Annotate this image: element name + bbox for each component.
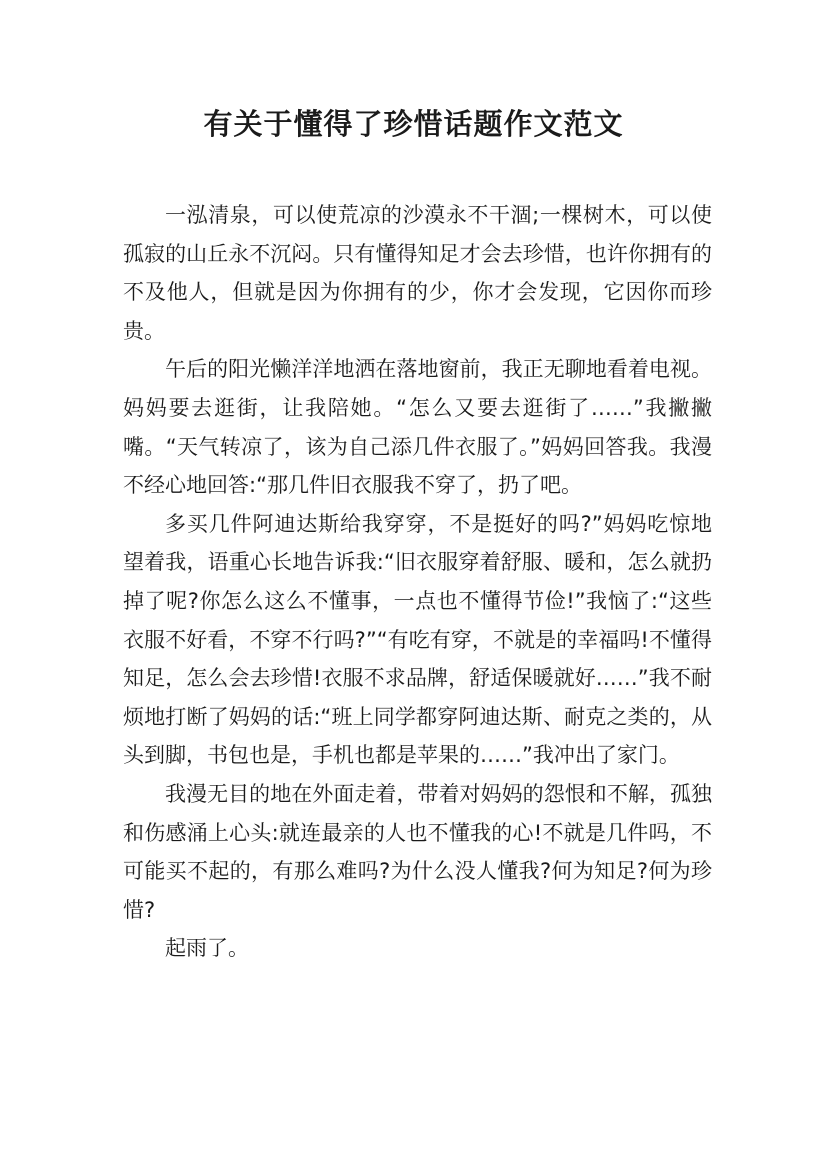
paragraph: 一泓清泉，可以使荒凉的沙漠永不干涸;一棵树木，可以使孤寂的山丘永不沉闷。只有懂得知足才会去珍惜，也许你拥有的不及他人，但就是因为你拥有的少，你才会发现，它因你而珍贵。 (123, 203, 712, 343)
paragraph: 多买几件阿迪达斯给我穿穿，不是挺好的吗?”妈妈吃惊地望着我，语重心长地告诉我:“旧衣服穿着舒服、暖和，怎么就扔掉了呢?你怎么这么不懂事，一点也不懂得节俭!”我恼了:“这些衣服不好看，不穿不行吗?”“有吃有穿，不就是的幸福吗!不懂得知足，怎么会去珍惜!衣服不求品牌，舒适保暖就好……”我不耐烦地打断了妈妈的话:“班上同学都穿阿迪达斯、耐克之类的，从头到脚，书包也是，手机也都是苹果的……”我冲出了家门。 (123, 511, 712, 768)
paragraph: 起雨了。 (165, 936, 249, 961)
document-body (123, 196, 712, 968)
document-title: 有关于懂得了珍惜话题作文范文 (203, 107, 624, 141)
paragraph: 我漫无目的地在外面走着，带着对妈妈的怨恨和不解，孤独和伤感涌上心头:就连最亲的人也不懂我的心!不就是几件吗，不可能买不起的，有那么难吗?为什么没人懂我?何为知足?何为珍惜? (123, 781, 712, 922)
paragraph: 午后的阳光懒洋洋地洒在落地窗前，我正无聊地看着电视。妈妈要去逛街，让我陪她。“怎么又要去逛街了……”我撇撇嘴。“天气转凉了，该为自己添几件衣服了。”妈妈回答我。我漫不经心地回答:“那几件旧衣服我不穿了，扔了吧。 (123, 357, 712, 498)
